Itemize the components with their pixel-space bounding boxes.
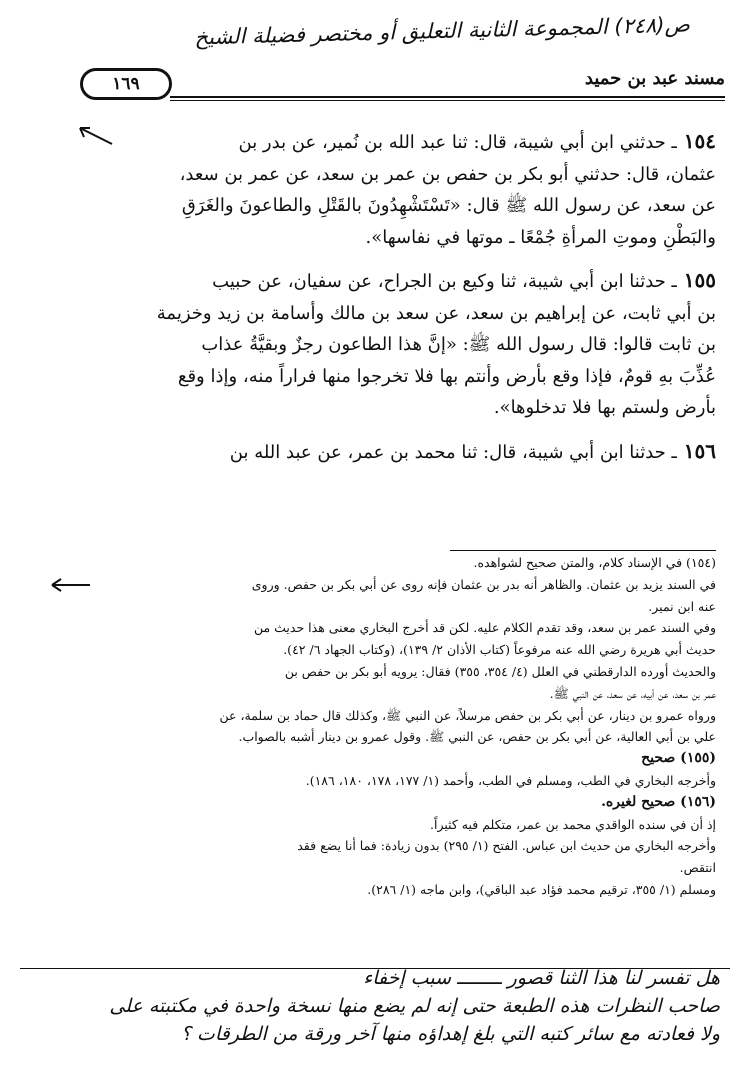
line-text: بن أبي ثابت، عن إبراهيم بن سعد، عن سعد بن مالك وأسامة بن زيد وخزيمة	[156, 302, 716, 324]
line-text: عثمان، قال: حدثني أبو بكر بن حفص بن عمر بن سعد، عن عمر بن سعد،	[179, 163, 716, 185]
text-line	[78, 222, 716, 254]
line-text: ـ حدثني ابن أبي شيبة، قال: ثنا عبد الله بن نُمير، عن بدر بن	[238, 132, 677, 153]
text-line	[78, 436, 716, 469]
line-text: بن ثابت قالوا: قال رسول الله ﷺ: «إنَّ هذا الطاعون رجزٌ وبقيَّةُ عذاب	[201, 334, 716, 355]
header-rule	[170, 96, 725, 98]
text-line	[78, 361, 716, 393]
footnote-line: حديث أبي هريرة رضي الله عنه مرفوعاً (كتاب الأذان ٢/ ١٣٩)، (وكتاب الجهاد ٦/ ٤٢).	[283, 642, 716, 658]
hadith-paragraph	[78, 126, 716, 253]
footnote-line: في السند يزيد بن عثمان. والظاهر أنه بدر بن عثمان فإنه روى عن أبي بكر بن حفص. وروى	[251, 576, 716, 592]
text-line	[78, 190, 716, 222]
hadith-body	[78, 126, 716, 480]
footnote-line: إذ أن في سنده الواقدي محمد بن عمر، متكلم فيه كثيراً.	[430, 816, 716, 832]
footnote-heading: (١٥٦) صحيح لغيره.	[601, 793, 716, 810]
text-line	[78, 265, 716, 298]
footnote-line: وأخرجه البخاري من حديث ابن عباس. الفتح (١/ ٢٩٥) بدون زيادة: فما أنا يضع فقد	[297, 838, 716, 854]
footnote-arrow-icon	[48, 577, 92, 593]
handwritten-bottom-note	[30, 964, 720, 1048]
text-line	[78, 126, 716, 159]
text-line	[78, 159, 716, 191]
text-line	[78, 298, 716, 330]
footnote-line: علي بن أبي العالية، عن أبي بكر بن حفص، عن النبي ﷺ. وقول عمرو بن دينار أشبه بالصواب.	[238, 729, 716, 745]
footnote-heading: (١٥٥) صحيح	[641, 750, 716, 767]
footnote-line: (١٥٤) في الإسناد كلام، والمتن صحيح لشواهده.	[473, 555, 716, 570]
line-text: عُذِّبَ بهِ قومٌ، فإذا وقع بأرض وأنتم بها فلا تخرجوا منها فراراً منه، وإذا وقع	[177, 365, 716, 387]
footnote-line: عمر بن سعد، عن أبيه، عن سعد، عن النبي ﷺ.	[549, 685, 716, 701]
footnote-rule	[450, 550, 716, 551]
book-title: مسند عبد بن حميد	[584, 68, 725, 89]
page-number: ١٦٩	[80, 68, 172, 100]
footnote-line: ومسلم (١/ ٣٥٥، ترقيم محمد فؤاد عبد الباقي)، وابن ماجه (١/ ٢٨٦).	[367, 881, 716, 897]
handwritten-line: هل تفسر لنا هذا الثنا قصور ــــــــ سبب إخفاء	[363, 967, 720, 989]
header-rule-thin	[170, 100, 725, 101]
text-line	[78, 329, 716, 361]
hadith-paragraph	[78, 436, 716, 469]
hadith-number: ١٥٦	[676, 438, 716, 463]
hadith-number: ١٥٤	[676, 129, 716, 153]
footnote-line: عنه ابن نمير.	[648, 598, 716, 614]
footnotes	[88, 552, 716, 901]
handwritten-line: ولا فعادته مع سائر كتبه التي بلغ إهداؤه منها آخر ورقة من الطرقات ؟	[180, 1023, 720, 1045]
line-text: ـ حدثنا ابن أبي شيبة، ثنا وكيع بن الجراح، عن سفيان، عن حبيب	[212, 271, 677, 292]
handwritten-top-note: ص(٢٤٨) المجموعة الثانية التعليق أو مختصر فضيلة الشيخ	[194, 12, 691, 50]
footnote-line: والحديث أورده الدارقطني في العلل (٤/ ٣٥٤، ٣٥٥) فقال: يرويه أبو بكر بن حفص بن	[284, 663, 716, 679]
hadith-number: ١٥٥	[676, 268, 716, 292]
footnote-line: وأخرجه البخاري في الطب، ومسلم في الطب، وأحمد (١/ ١٧٧، ١٧٨، ١٨٠، ١٨٦).	[305, 772, 716, 788]
footnote-line: انتقص.	[679, 860, 716, 876]
line-text: والبَطْنِ وموتِ المرأةِ جُمْعًا ـ موتها في نفاسها».	[365, 226, 716, 248]
text-line	[78, 392, 716, 424]
footnote-line: وفي السند عمر بن سعد، وقد تقدم الكلام عليه. لكن قد أخرج البخاري معنى هذا حديث من	[253, 620, 716, 636]
hadith-paragraph	[78, 265, 716, 424]
line-text: عن سعد، عن رسول الله ﷺ قال: «تَسْتَشْهِدُونَ بالقَتْلِ والطاعونَ والغَرَقِ	[181, 195, 716, 216]
handwritten-line: صاحب النظرات هذه الطبعة حتى إنه لم يضع منها نسخة واحدة في مكتبته على	[109, 995, 720, 1017]
page-header	[80, 62, 725, 104]
footnote-line: ورواه عمرو بن دينار، عن أبي بكر بن حفص مرسلاً، عن النبي ﷺ، وكذلك قال حماد بن سلمة، عن	[219, 707, 716, 723]
line-text: بأرض ولستم بها فلا تدخلوها».	[493, 397, 716, 418]
line-text: ـ حدثنا ابن أبي شيبة، قال: ثنا محمد بن عمر، عن عبد الله بن	[229, 441, 677, 463]
